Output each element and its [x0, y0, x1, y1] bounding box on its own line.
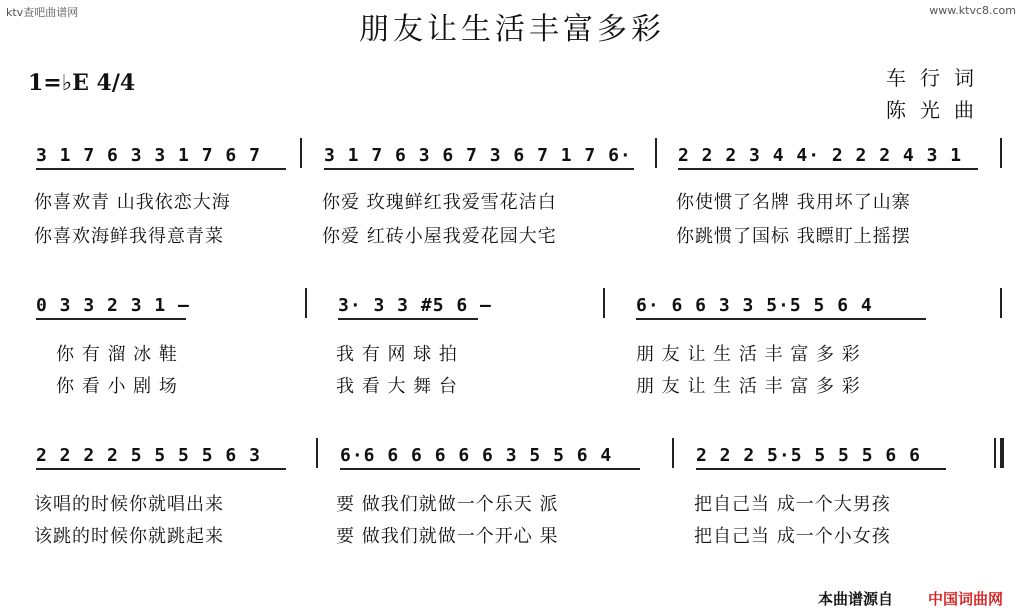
lyric-line: 你 有 溜 冰 鞋	[56, 344, 178, 365]
beam-line	[338, 318, 478, 320]
lyric-line: 要 做我们就做一个开心 果	[336, 526, 559, 547]
bar-line	[300, 138, 302, 168]
lyric-line: 朋 友 让 生 活 丰 富 多 彩	[636, 344, 861, 365]
song-title: 朋友让生活丰富多彩	[359, 12, 665, 47]
measure: 3 1 7 6 3 3 1 7 6 7	[36, 145, 261, 166]
lyric-line: 该跳的时候你就跳起来	[34, 526, 224, 547]
measure: 0 3 3 2 3 1 –	[36, 295, 190, 316]
measure: 6· 6 6 3 3 5·5 5 6 4	[636, 295, 873, 316]
measure: 2 2 2 3 4 4· 2 2 2 4 3 1	[678, 145, 963, 166]
bar-line	[316, 438, 318, 468]
source-label: 本曲谱源自	[818, 590, 894, 608]
measure: 2 2 2 2 5 5 5 5 6 3	[36, 445, 261, 466]
final-bar-line-thin	[994, 438, 996, 468]
bar-line	[603, 288, 605, 318]
beam-line	[36, 468, 286, 470]
bar-line	[672, 438, 674, 468]
lyric-line: 我 看 大 舞 台	[336, 376, 458, 397]
watermark-right: www.ktvc8.com	[929, 4, 1016, 17]
lyric-line: 我 有 网 球 拍	[336, 344, 458, 365]
lyric-line: 你 看 小 剧 场	[56, 376, 178, 397]
final-bar-line-thick	[1000, 438, 1004, 468]
lyric-line: 你跳惯了国标 我瞟盯上摇摆	[676, 226, 911, 247]
measure: 3 1 7 6 3 6 7 3 6 7 1 7 6·	[324, 145, 632, 166]
lyricist-credit: 车行词	[886, 66, 988, 90]
beam-line	[636, 318, 926, 320]
bar-line	[1000, 138, 1002, 168]
beam-line	[36, 318, 186, 320]
lyric-line: 把自己当 成一个小女孩	[694, 526, 891, 547]
lyric-line: 要 做我们就做一个乐天 派	[336, 494, 559, 515]
measure: 6·6 6 6 6 6 6 3 5 5 6 4	[340, 445, 613, 466]
measure: 3· 3 3 #5 6 –	[338, 295, 492, 316]
lyric-line: 你喜欢青 山我依恋大海	[34, 192, 231, 213]
lyric-line: 把自己当 成一个大男孩	[694, 494, 891, 515]
lyric-line: 你使惯了名牌 我用坏了山寨	[676, 192, 911, 213]
composer-credit: 陈光曲	[886, 98, 988, 122]
beam-line	[324, 168, 634, 170]
watermark-left: ktv查吧曲谱网	[6, 6, 79, 19]
measure: 2 2 2 5·5 5 5 5 6 6	[696, 445, 921, 466]
key-signature: 1=♭E 4/4	[28, 70, 136, 96]
beam-line	[678, 168, 978, 170]
bar-line	[1000, 288, 1002, 318]
beam-line	[696, 468, 946, 470]
lyric-line: 你爱 玫瑰鲜红我爱雪花洁白	[322, 192, 557, 213]
beam-line	[340, 468, 640, 470]
lyric-line: 你喜欢海鲜我得意青菜	[34, 226, 224, 247]
lyric-line: 朋 友 让 生 活 丰 富 多 彩	[636, 376, 861, 397]
bar-line	[305, 288, 307, 318]
bar-line	[655, 138, 657, 168]
lyric-line: 你爱 红砖小屋我爱花园大宅	[322, 226, 557, 247]
beam-line	[36, 168, 286, 170]
source-site[interactable]: 中国词曲网	[928, 590, 1004, 608]
lyric-line: 该唱的时候你就唱出来	[34, 494, 224, 515]
